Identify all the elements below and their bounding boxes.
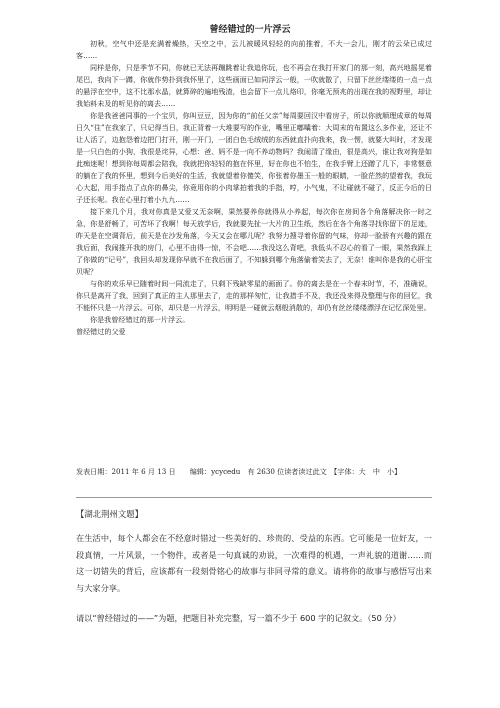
article-paragraph-6: 你是我曾经错过的那一片浮云。 xyxy=(90,315,190,324)
exam-paragraph-1: 在生活中，每个人都会在不经意时错过一些美好的、珍贵的、受益的东西。它可能是一位好友，一段真情，一片风景，一个物件，或者是一句真诚的劝说，一次难得的机遇，一声礼貌的道谢……而这一切错失的背后，应该都有一段刻骨铭心的故事与非同寻常的意义。请将你的故事与感悟写出来与大家分享。 xyxy=(76,533,432,593)
exam-prompt: 请以“曾经错过的——”为题，把题目补充完整，写一篇不少于 600 字的记叙文。（50 分） xyxy=(76,613,401,623)
article-paragraph-2: 同样是你，只是季节不同，你就已无法再蹦跳着让我追你玩，也不再会在我打开家门的那一刻，高兴地摇晃着尾巴，我向下一蹲，你就作势扑到我怀里了，这些画面已如同浮云一般，一吹就散了，只留下丝丝缕缕的一点一点的悬浮在空中，这不比那水晶，就算碎的遍地残渣，也会留下一点儿烙印，你毫无预兆的出现在我的视野里，却让我始料未及的听见你的离去…… xyxy=(76,63,432,108)
article-footer-title: 曾经错过的父爱 xyxy=(76,327,126,336)
article-paragraph-1: 初秋，空气中还是充满着燥热，天空之中，云儿被暖风轻轻的向前推着，不大一会儿，刚才的云朵已成过客…… xyxy=(76,39,432,60)
divider xyxy=(76,497,432,498)
exam-heading: 【湖北荆州文题】 xyxy=(76,509,143,519)
article-paragraph-3: 你是我爸爸同事的一个宝贝，你叫豆豆，因为你的“前任父亲”每周要回汉中看房子，所以你就顺理成章的每周日久“住”在我家了，只记得当日，我正背着一大堆要写的作业，嘴里正嘟囔着：大周末的布置这么多作业，还让不让人活了，边抱怨着边把门打开，刚一开门，一团白色毛绒绒的东西就直扑向我来，我一愣，就要大叫时，才发现是一只白色的小狗，我很是诧异，心想：爸、妈不是一向不养动物吗？我闹清了缘由，很是高兴，谁让我对狗是如此痴迷呢！想到你每周都会陪我，我就把你轻轻的抱在怀里，好在你也不怕生，在我手臂上还蹭了几下，非常惬意的躺在了我的怀里，想到今后美好的生活，我就望着你傻笑，你张着你墨玉一般的眼睛，一脸茫然的望着我，我玩心大起，用手指点了点你的鼻尖，你竟用你的小肉掌拍着我的手指，哼，小气鬼，不让碰就不碰了，反正今后的日子还长呢。我在心里打着小九九…… xyxy=(76,111,432,204)
exam-section xyxy=(76,508,432,627)
article-paragraph-5: 与你的欢乐早已随着时间一同流走了，只剩下残缺零星的画面了。你的离去是在一个春末时节，不，准确说，你只是离开了我，回到了真正的主人那里去了，走的那样匆忙，让我措手不及，我还没来得及整理与你的回忆，我不能怀只是一片浮云。可你，却只是一片浮云，明明是一碰就云烟般消散的，却仍有丝丝缕缕漂浮在记忆深处里。 xyxy=(76,279,432,312)
article-meta-line: 发表日期：2011 年 6 月 13 日 编辑：ycycedu 有 2630 位读者读过此文 【字体：大 中 小】 xyxy=(76,467,402,476)
article-body xyxy=(76,38,432,338)
article-paragraph-4: 接下来几个月，我对你真是又爱又无奈啊，果然要养你就得从小养起，每次你在房间各个角落解决你一时之急，你是舒畅了，可苦坏了我啊！每天放学后，我就要先扯一大片的卫生纸，然后在各个角落寻找你留下的足迹，昨天是在空调背后，前天是在沙发角落，今天又会在哪儿呢？我努力搜寻着你留的气味，你却一脸骄有兴趣的跟在我后面，我闹推开我的房门，心里不由得一惊，不会吧……我没这么背吧，我低头不忍心的看了一眼，果然我踩上了你做的“记号”，我回头却发现你早就不在我后面了，不知躲到哪个角落偷着笑去了，无奈！谁叫你是我的心肝宝贝呢？ xyxy=(76,207,432,276)
article-title: 曾经错过的一片浮云 xyxy=(209,25,291,35)
